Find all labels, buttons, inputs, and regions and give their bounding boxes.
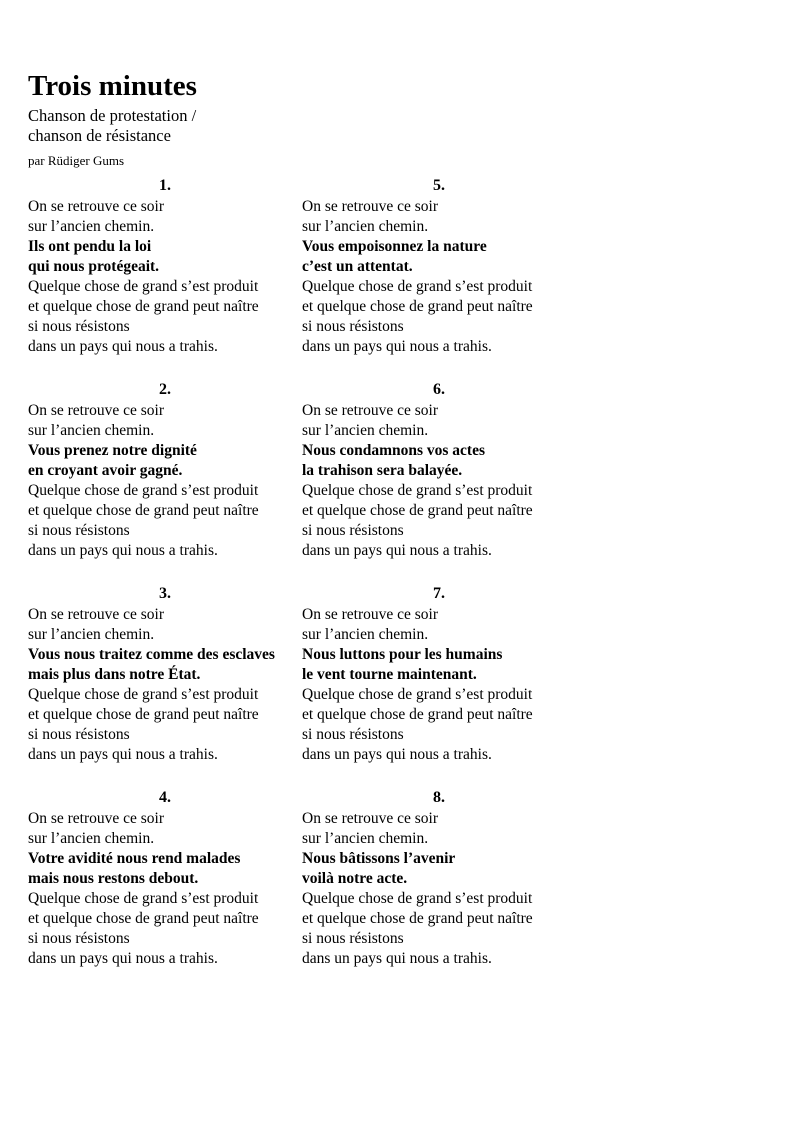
verse bbox=[28, 787, 302, 969]
refrain-line: Quelque chose de grand s’est produit bbox=[28, 890, 259, 907]
verse-number: 3. bbox=[159, 585, 171, 602]
verse bbox=[28, 379, 302, 561]
refrain-line: sur l’ancien chemin. bbox=[302, 830, 429, 847]
refrain-line: et quelque chose de grand peut naître bbox=[28, 298, 259, 315]
verse-bold-line: Votre avidité nous rend malades bbox=[28, 850, 241, 867]
refrain-line: si nous résistons bbox=[28, 930, 130, 947]
verse-number: 6. bbox=[433, 381, 445, 398]
refrain-line: si nous résistons bbox=[302, 930, 404, 947]
verse-number: 5. bbox=[433, 177, 445, 194]
verse bbox=[302, 379, 576, 561]
verse-bold-line: Vous empoisonnez la nature bbox=[302, 238, 487, 255]
verse-bold-line: c’est un attentat. bbox=[302, 258, 413, 275]
verse-bold-line: Nous condamnons vos actes bbox=[302, 442, 486, 459]
verse-number: 7. bbox=[433, 585, 445, 602]
verse-bold-line: Nous bâtissons l’avenir bbox=[302, 850, 456, 867]
verse bbox=[302, 175, 576, 357]
refrain-line: et quelque chose de grand peut naître bbox=[302, 502, 533, 519]
subtitle-line-1: Chanson de protestation / bbox=[28, 106, 197, 125]
verse-number: 2. bbox=[159, 381, 171, 398]
refrain-line: dans un pays qui nous a trahis. bbox=[302, 338, 492, 355]
refrain-line: si nous résistons bbox=[302, 726, 404, 743]
refrain-line: et quelque chose de grand peut naître bbox=[302, 298, 533, 315]
verse-bold-line: Vous nous traitez comme des esclaves bbox=[28, 646, 275, 663]
refrain-line: dans un pays qui nous a trahis. bbox=[28, 746, 218, 763]
refrain-line: et quelque chose de grand peut naître bbox=[302, 706, 533, 723]
verse-bold-line: qui nous protégeait. bbox=[28, 258, 160, 275]
verse-bold-line: mais nous restons debout. bbox=[28, 870, 199, 887]
verse-bold-line: Ils ont pendu la loi bbox=[28, 238, 152, 255]
verse bbox=[302, 583, 576, 765]
refrain-line: sur l’ancien chemin. bbox=[28, 218, 155, 235]
refrain-line: sur l’ancien chemin. bbox=[302, 422, 429, 439]
refrain-line: sur l’ancien chemin. bbox=[28, 830, 155, 847]
refrain-line: Quelque chose de grand s’est produit bbox=[302, 482, 533, 499]
refrain-line: si nous résistons bbox=[302, 522, 404, 539]
verse-bold-line: voilà notre acte. bbox=[302, 870, 408, 887]
refrain-line: On se retrouve ce soir bbox=[302, 198, 439, 215]
refrain-line: si nous résistons bbox=[28, 522, 130, 539]
refrain-line: dans un pays qui nous a trahis. bbox=[302, 746, 492, 763]
verse-number: 8. bbox=[433, 789, 445, 806]
refrain-line: sur l’ancien chemin. bbox=[302, 626, 429, 643]
refrain-line: dans un pays qui nous a trahis. bbox=[28, 950, 218, 967]
subtitle bbox=[28, 106, 775, 146]
refrain-line: Quelque chose de grand s’est produit bbox=[302, 890, 533, 907]
verses-columns bbox=[28, 175, 775, 991]
refrain-line: sur l’ancien chemin. bbox=[28, 626, 155, 643]
refrain-line: Quelque chose de grand s’est produit bbox=[28, 278, 259, 295]
refrain-line: et quelque chose de grand peut naître bbox=[28, 910, 259, 927]
refrain-line: Quelque chose de grand s’est produit bbox=[28, 482, 259, 499]
refrain-line: On se retrouve ce soir bbox=[302, 810, 439, 827]
verse-bold-line: en croyant avoir gagné. bbox=[28, 462, 183, 479]
subtitle-line-2: chanson de résistance bbox=[28, 126, 171, 145]
refrain-line: si nous résistons bbox=[28, 726, 130, 743]
verse-bold-line: le vent tourne maintenant. bbox=[302, 666, 477, 683]
page-title: Trois minutes bbox=[28, 70, 197, 102]
verses-column-right bbox=[302, 175, 576, 991]
refrain-line: dans un pays qui nous a trahis. bbox=[28, 338, 218, 355]
verse bbox=[28, 175, 302, 357]
refrain-line: On se retrouve ce soir bbox=[302, 606, 439, 623]
refrain-line: sur l’ancien chemin. bbox=[28, 422, 155, 439]
verse-bold-line: mais plus dans notre État. bbox=[28, 666, 201, 683]
verse bbox=[28, 583, 302, 765]
refrain-line: On se retrouve ce soir bbox=[302, 402, 439, 419]
verse bbox=[302, 787, 576, 969]
verse-bold-line: Vous prenez notre dignité bbox=[28, 442, 197, 459]
verses-column-left bbox=[28, 175, 302, 991]
verse-number: 1. bbox=[159, 177, 171, 194]
refrain-line: On se retrouve ce soir bbox=[28, 606, 165, 623]
refrain-line: dans un pays qui nous a trahis. bbox=[28, 542, 218, 559]
refrain-line: Quelque chose de grand s’est produit bbox=[302, 686, 533, 703]
refrain-line: si nous résistons bbox=[28, 318, 130, 335]
byline: par Rüdiger Gums bbox=[28, 153, 125, 168]
refrain-line: On se retrouve ce soir bbox=[28, 402, 165, 419]
refrain-line: et quelque chose de grand peut naître bbox=[28, 502, 259, 519]
verse-bold-line: Nous luttons pour les humains bbox=[302, 646, 503, 663]
refrain-line: dans un pays qui nous a trahis. bbox=[302, 950, 492, 967]
refrain-line: et quelque chose de grand peut naître bbox=[28, 706, 259, 723]
verse-bold-line: la trahison sera balayée. bbox=[302, 462, 463, 479]
refrain-line: Quelque chose de grand s’est produit bbox=[302, 278, 533, 295]
refrain-line: On se retrouve ce soir bbox=[28, 198, 165, 215]
refrain-line: et quelque chose de grand peut naître bbox=[302, 910, 533, 927]
refrain-line: sur l’ancien chemin. bbox=[302, 218, 429, 235]
refrain-line: Quelque chose de grand s’est produit bbox=[28, 686, 259, 703]
refrain-line: dans un pays qui nous a trahis. bbox=[302, 542, 492, 559]
refrain-line: On se retrouve ce soir bbox=[28, 810, 165, 827]
verse-number: 4. bbox=[159, 789, 171, 806]
refrain-line: si nous résistons bbox=[302, 318, 404, 335]
